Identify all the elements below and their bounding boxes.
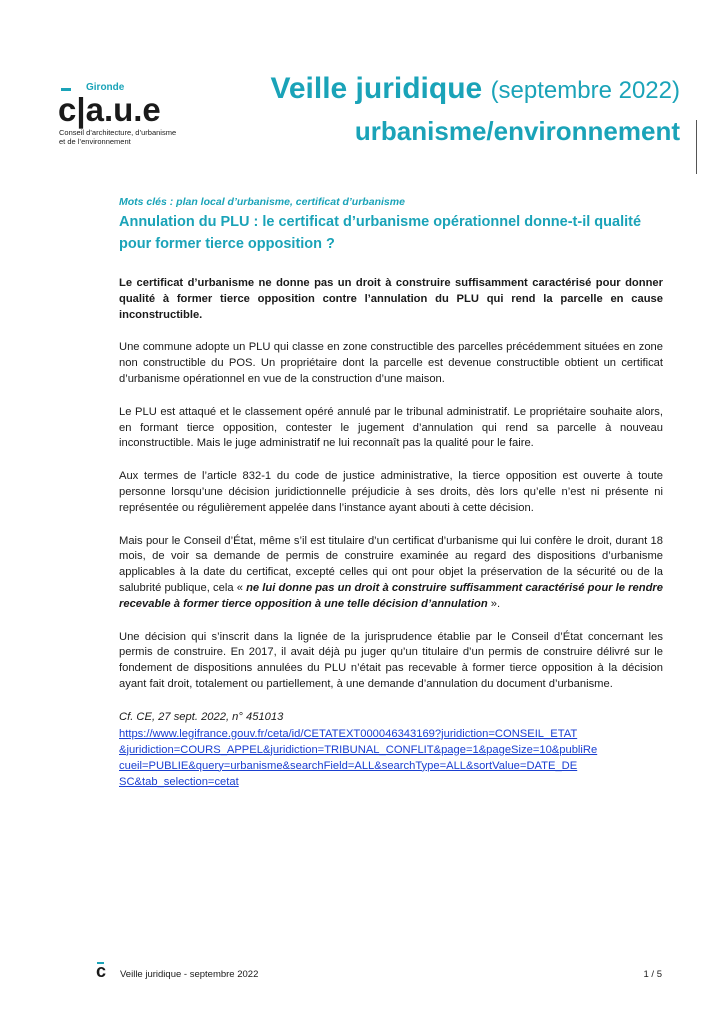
article [119, 196, 663, 790]
footer-text: Veille juridique - septembre 2022 [120, 969, 259, 980]
footer-logo-icon: c [96, 961, 107, 981]
logo-mark: c|a.u.e [58, 91, 161, 128]
link-line-3: cueil=PUBLIE&query=urbanisme&searchField=ALL&searchType=ALL&sortValue=DATE_DE [119, 759, 578, 772]
article-citation: Cf. CE, 27 sept. 2022, n° 451013 [119, 710, 284, 723]
logo-subtitle-line1: Conseil d’architecture, d’urbanisme [59, 128, 177, 137]
link-line-1: https://www.legifrance.gouv.fr/ceta/id/CETATEXT000046343169?juridiction=CONSEIL_ETAT [119, 727, 578, 740]
legifrance-link[interactable] [119, 726, 663, 790]
article-keywords: Mots clés : plan local d’urbanisme, certificat d’urbanisme [119, 196, 405, 208]
logo-subtitle-line2: et de l’environnement [59, 137, 131, 146]
link-line-4: SC&tab_selection=cetat [119, 775, 239, 788]
caue-logo [58, 80, 228, 150]
article-paragraph-3: Aux termes de l’article 832-1 du code de justice administrative, la tierce opposition est ouverte à toute personne lorsqu’une décision juridictionnelle préjudicie à ses droits, dès lors qu’elle n’est ni présente ni représentée ou régulièrement appelée dans l’instance ayant abouti à cette décision. [119, 470, 663, 514]
page-subtitle: urbanisme/environnement [354, 116, 680, 146]
paragraph-4-text: Mais pour le Conseil d’État, même s’il est titulaire d’un certificat d’urbanisme qui lui confère le droit, durant 18 mois, de voir sa demande de permis de construire examinée au regard des dispositions d’urbanisme applicables à la date du certificat, excepté celles qui ont pour objet la préservation de la sécurité ou de la salubrité publique, cela « [119, 534, 663, 594]
edge-divider [696, 120, 697, 174]
page-title-main: Veille juridique [270, 72, 483, 105]
article-lead: Le certificat d’urbanisme ne donne pas un droit à construire suffisamment caractérisé pour donner qualité à former tierce opposition contre l’annulation du PLU qui rend la parcelle en cause inconstructible. [119, 277, 663, 321]
link-line-2: &juridiction=COURS_APPEL&juridiction=TRIBUNAL_CONFLIT&page=1&pageSize=10&publiRe [119, 743, 598, 756]
article-headline: Annulation du PLU : le certificat d’urbanisme opérationnel donne-t-il qualité pour former tierce opposition ? [119, 214, 642, 252]
page-title-date: (septembre 2022) [490, 77, 680, 104]
article-paragraph-4 [119, 534, 663, 613]
article-paragraph-5: Une décision qui s’inscrit dans la lignée de la jurisprudence établie par le Conseil d’État concernant les permis de construire. En 2017, il avait déjà pu juger qu’un titulaire d’un permis de construire délivré sur le fondement de dispositions annulées du PLU n’était pas recevable à former tierce opposition à la décision ayant fait droit, totalement ou partiellement, à une demande d’annulation du document d’urbanisme. [119, 630, 663, 690]
page-title [270, 72, 680, 106]
logo-subtitle [59, 128, 229, 146]
article-paragraph-1: Une commune adopte un PLU qui classe en zone constructible des parcelles précédemment situées en zone non constructible du POS. Un propriétaire dont la parcelle est devenue constructible obtient un certificat d’urbanisme opérationnel en vue de la construction d’une maison. [119, 341, 663, 385]
logo-department: Gironde [86, 82, 125, 93]
page-footer [96, 962, 668, 988]
article-paragraph-2: Le PLU est attaqué et le classement opéré annulé par le tribunal administratif. Le propriétaire souhaite alors, en formant tierce opposition, contester le jugement d’annulation qui rend sa parcelle à nouveau inconstructible. Mais le juge administratif ne lui reconnaît pas la qualité pour le faire. [119, 405, 663, 450]
page-number: 1 / 5 [643, 969, 662, 980]
paragraph-4-quote: ne lui donne pas un droit à construire suffisamment caractérisé pour le rendre recevable à former tierce opposition à une telle décision d’annulation [119, 581, 663, 610]
paragraph-4-end: ». [487, 597, 501, 610]
